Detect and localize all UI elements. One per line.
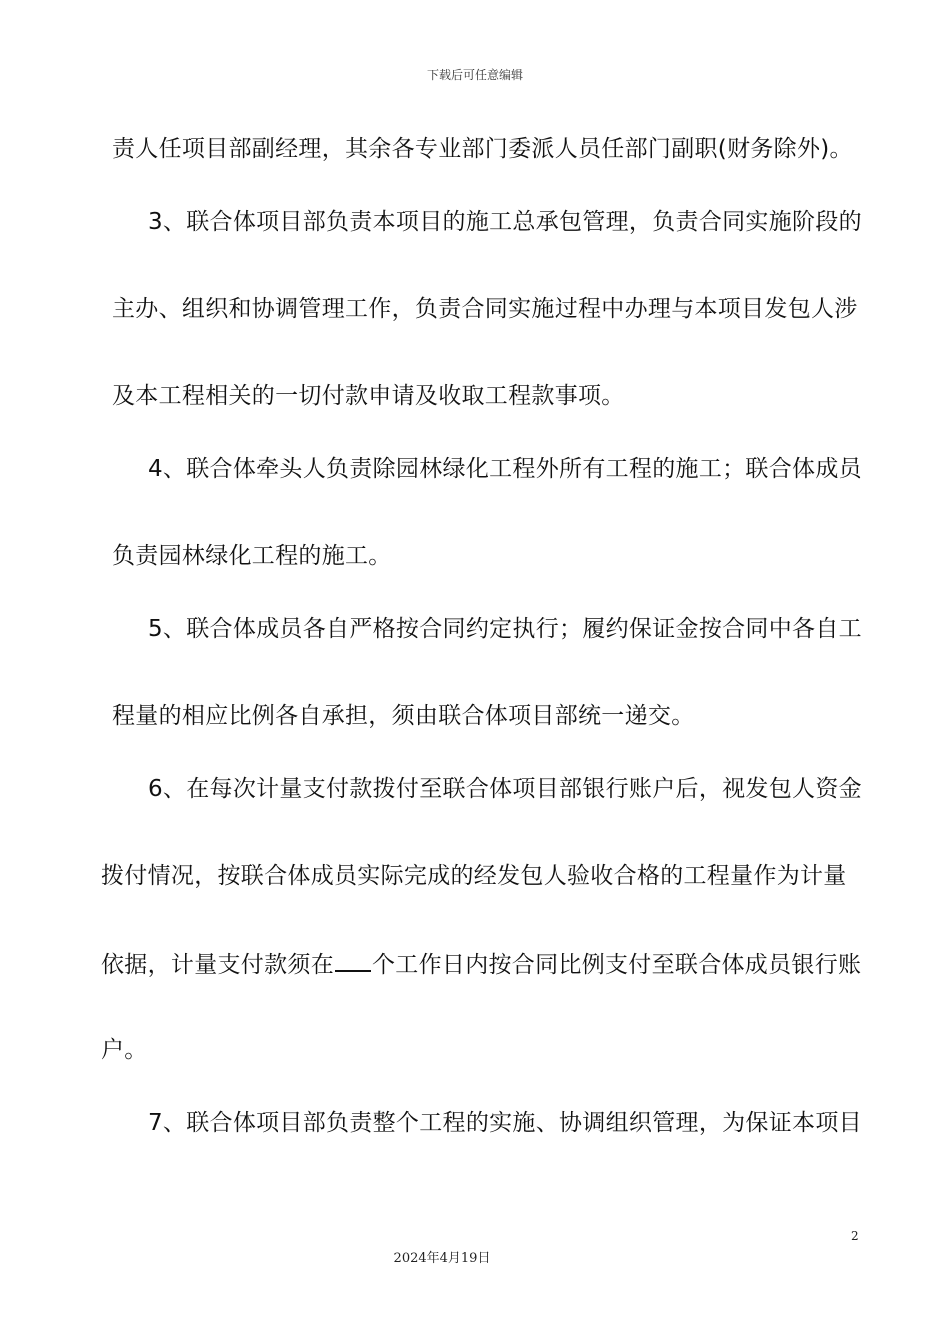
body-line-3: 主办、组织和协调管理工作，负责合同实施过程中办理与本项目发包人涉 [112, 296, 858, 322]
body-line-9: 6、在每次计量支付款拨付至联合体项目部银行账户后，视发包人资金 [148, 776, 862, 802]
body-line-7: 5、联合体成员各自严格按合同约定执行；履约保证金按合同中各自工 [148, 616, 862, 642]
blank-line-prefix: 依据，计量支付款须在 [101, 952, 334, 978]
fill-in-blank [335, 948, 371, 972]
body-line-2: 3、联合体项目部负责本项目的施工总承包管理，负责合同实施阶段的 [148, 209, 862, 235]
body-line-5: 4、联合体牵头人负责除园林绿化工程外所有工程的施工；联合体成员 [148, 456, 862, 482]
body-line-8: 程量的相应比例各自承担，须由联合体项目部统一递交。 [112, 703, 695, 729]
body-line-12: 户。 [101, 1037, 148, 1063]
body-line-10: 拨付情况，按联合体成员实际完成的经发包人验收合格的工程量作为计量 [101, 863, 847, 889]
body-line-6: 负责园林绿化工程的施工。 [112, 543, 392, 569]
footer-date: 2024年4月19日 [393, 1251, 491, 1266]
body-line-11 [101, 948, 861, 980]
page-number: 2 [851, 1229, 859, 1243]
body-line-4: 及本工程相关的一切付款申请及收取工程款事项。 [112, 383, 625, 409]
blank-line-suffix: 个工作日内按合同比例支付至联合体成员银行账 [372, 952, 862, 978]
body-line-13: 7、联合体项目部负责整个工程的实施、协调组织管理，为保证本项目 [148, 1110, 862, 1136]
header-note: 下载后可任意编辑 [426, 68, 523, 82]
body-line-1: 责人任项目部副经理，其余各专业部门委派人员任部门副职(财务除外)。 [112, 136, 853, 162]
